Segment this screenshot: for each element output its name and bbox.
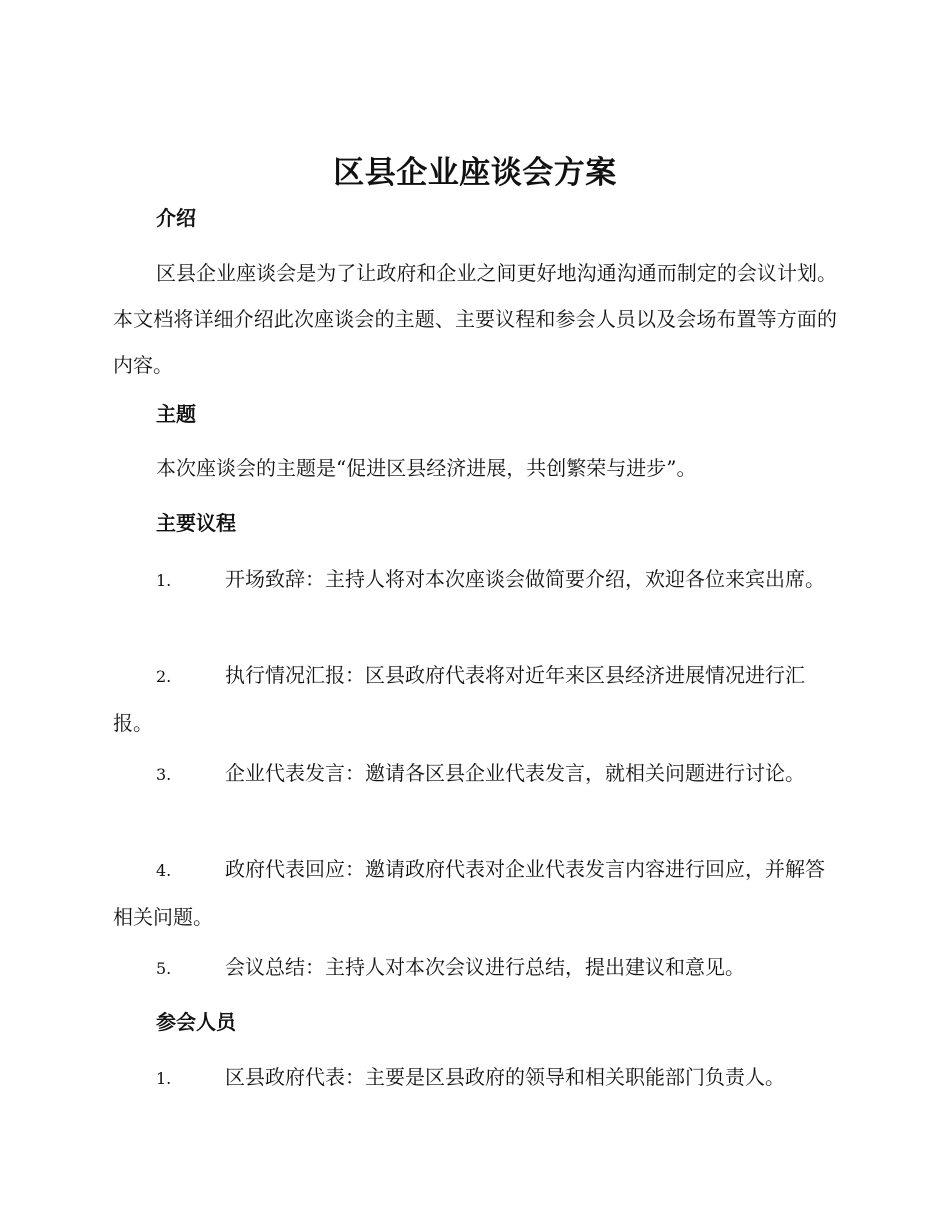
list-number: 1. [156, 571, 172, 590]
heading-agenda: 主要议程 [156, 511, 236, 535]
list-number: 5. [156, 959, 172, 978]
heading-theme: 主题 [156, 402, 196, 426]
agenda-item [113, 652, 837, 746]
list-item-text: 会议总结：主持人对本次会议进行总结，提出建议和意见。 [225, 955, 745, 979]
heading-participants: 参会人员 [156, 1010, 236, 1034]
agenda-item [113, 556, 837, 604]
list-item-text: 开场致辞：主持人将对本次座谈会做简要介绍，欢迎各位来宾出席。 [225, 567, 825, 591]
agenda-item [113, 846, 837, 940]
list-item-text: 区县政府代表：主要是区县政府的领导和相关职能部门负责人。 [225, 1065, 785, 1089]
theme-paragraph: 本次座谈会的主题是“促进区县经济进展，共创繁荣与进步”。 [156, 456, 697, 480]
agenda-item [113, 944, 837, 992]
list-number: 4. [156, 861, 172, 880]
agenda-item [113, 750, 837, 798]
intro-paragraph: 区县企业座谈会是为了让政府和企业之间更好地沟通沟通而制定的会议计划。本文档将详细介绍此次座谈会的主题、主要议程和参会人员以及会场布置等方面的内容。 [113, 261, 837, 377]
heading-intro: 介绍 [156, 206, 196, 230]
list-item-text: 企业代表发言：邀请各区县企业代表发言，就相关问题进行讨论。 [225, 761, 805, 785]
list-item-text: 执行情况汇报：区县政府代表将对近年来区县经济进展情况进行汇报。 [113, 663, 805, 735]
list-number: 3. [156, 765, 172, 784]
list-item-text: 政府代表回应：邀请政府代表对企业代表发言内容进行回应，并解答相关问题。 [113, 857, 825, 929]
list-number: 2. [156, 667, 172, 686]
list-number: 1. [156, 1069, 172, 1088]
document-title: 区县企业座谈会方案 [333, 155, 617, 191]
participant-item [113, 1054, 837, 1102]
